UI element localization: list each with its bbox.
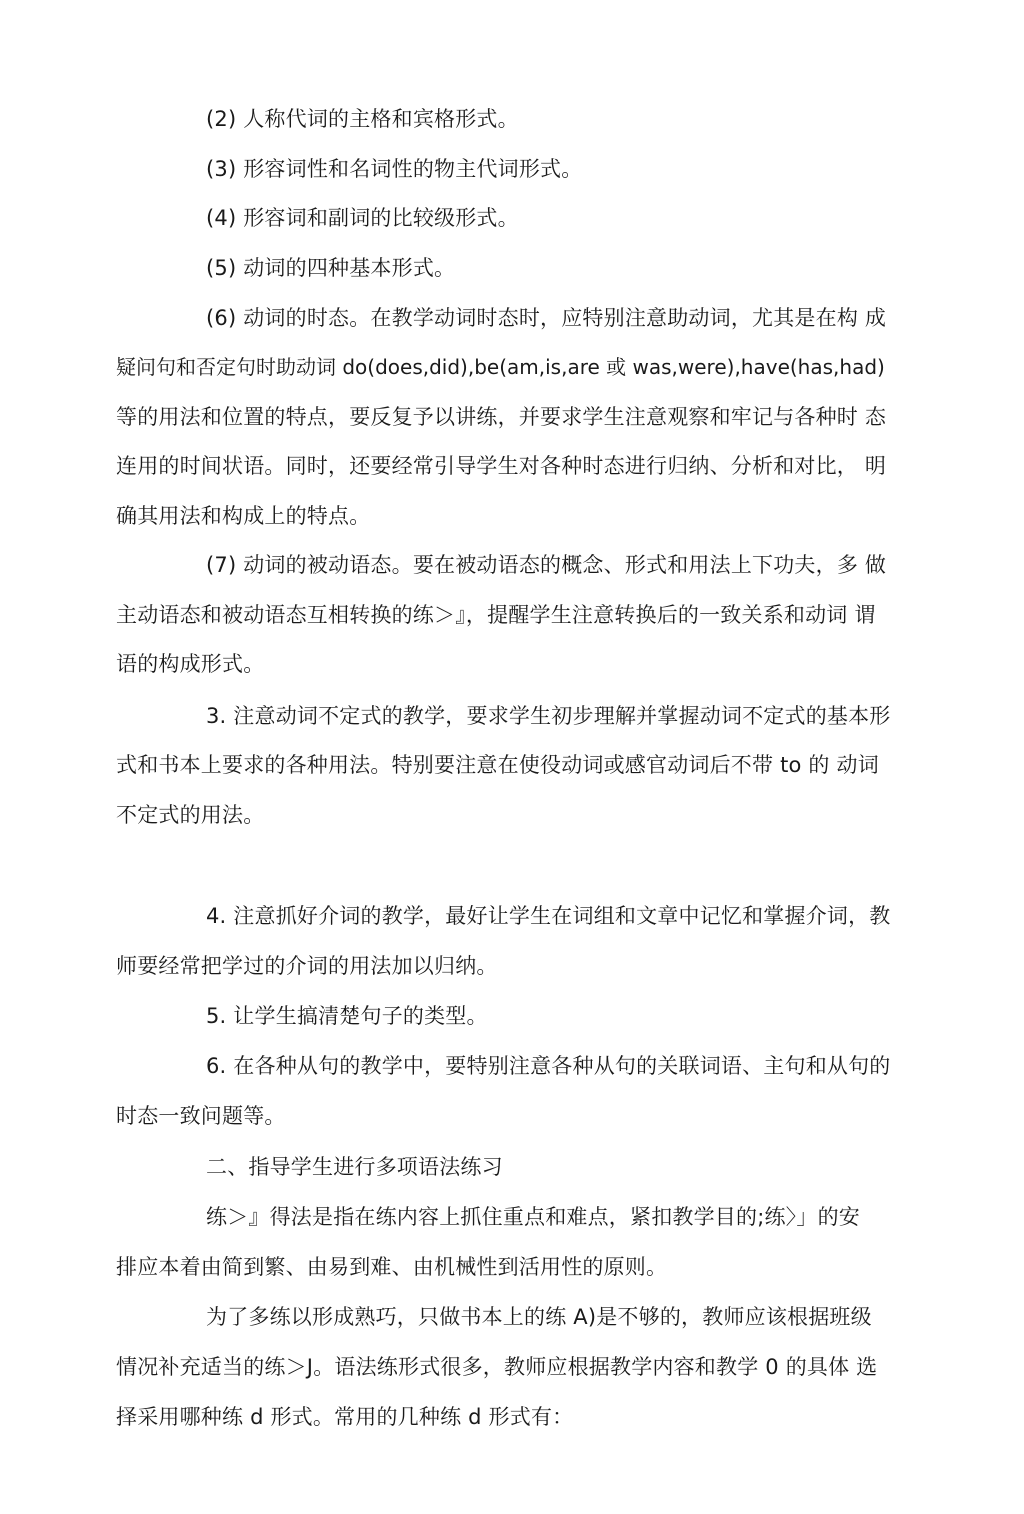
text-line: 语的构成形式。 (116, 652, 265, 676)
text-line: 排应本着由简到繁、由易到难、由机械性到活用性的原则。 (116, 1255, 668, 1279)
text-line: 情况补充适当的练＞J。语法练形式很多，教师应根据教学内容和教学 0 的具体 选 (116, 1355, 878, 1379)
section-heading: 二、指导学生进行多项语法练习 (206, 1155, 503, 1179)
text-line: 3. 注意动词不定式的教学，要求学生初步理解并掌握动词不定式的基本形 (206, 704, 891, 728)
text-line: 时态一致问题等。 (116, 1104, 286, 1128)
text-line: 5. 让学生搞清楚句子的类型。 (206, 1004, 488, 1028)
text-line: 疑问句和否定句时助动词 do(does,did),be(am,is,are 或 was,were),have(has,had) (116, 355, 885, 379)
text-line: 练＞』得法是指在练内容上抓住重点和难点，紧扣教学目的;练〉」的安 (206, 1205, 860, 1229)
text-line: (4) 形容词和副词的比较级形式。 (206, 206, 519, 230)
text-line: 式和书本上要求的各种用法。特别要注意在使役动词或感官动词后不带 to 的 动词 (116, 753, 879, 777)
text-line: (3) 形容词性和名词性的物主代词形式。 (206, 157, 583, 181)
text-line: 4. 注意抓好介词的教学，最好让学生在词组和文章中记忆和掌握介词，教 (206, 904, 891, 928)
text-line: 等的用法和位置的特点，要反复予以讲练，并要求学生注意观察和牢记与各种时 态 (116, 405, 887, 429)
text-line: (2) 人称代词的主格和宾格形式。 (206, 107, 519, 131)
text-line: (7) 动词的被动语态。要在被动语态的概念、形式和用法上下功夫，多 做 (206, 553, 887, 577)
text-line: 主动语态和被动语态互相转换的练＞』，提醒学生注意转换后的一致关系和动词 谓 (116, 603, 876, 627)
text-line: 确其用法和构成上的特点。 (116, 504, 371, 528)
text-line: 师要经常把学过的介词的用法加以归纳。 (116, 954, 498, 978)
text-line: 择采用哪种练 d 形式。常用的几种练 d 形式有： (116, 1405, 574, 1429)
text-line: (6) 动词的时态。在教学动词时态时，应特别注意助动词，尤其是在构 成 (206, 306, 887, 330)
text-line: 不定式的用法。 (116, 803, 265, 827)
text-line: 6. 在各种从句的教学中，要特别注意各种从句的关联词语、主句和从句的 (206, 1054, 891, 1078)
text-line: 连用的时间状语。同时，还要经常引导学生对各种时态进行归纳、分析和对比， 明 (116, 454, 887, 478)
text-line: 为了多练以形成熟巧，只做书本上的练 A)是不够的，教师应该根据班级 (206, 1305, 872, 1329)
text-line: (5) 动词的四种基本形式。 (206, 256, 456, 280)
